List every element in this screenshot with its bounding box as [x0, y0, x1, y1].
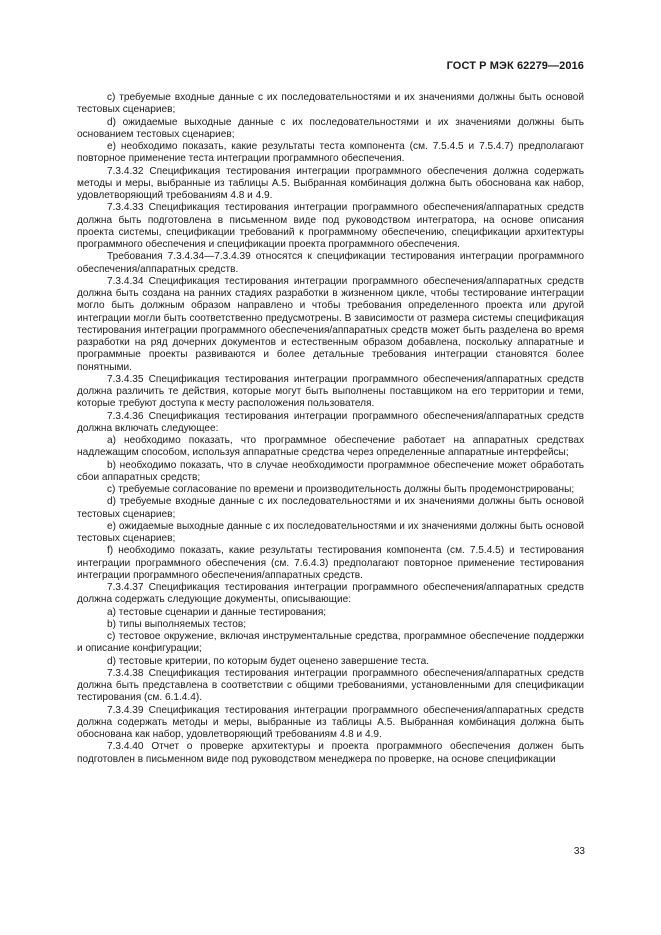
paragraph: b) типы выполняемых тестов; — [107, 618, 247, 630]
paragraph: d) требуемые входные данные с их последовательностями и их значениями должны быть основой тестовых сценариев; — [77, 496, 584, 520]
paragraph: c) тестовое окружение, включая инструментальные средства, программное обеспечение поддержки и описание конфигурации; — [77, 631, 584, 655]
paragraph: c) требуемые согласование по времени и производительность должны быть продемонстрированы; — [107, 484, 575, 495]
standard-header: ГОСТ Р МЭК 62279—2016 — [446, 60, 584, 72]
paragraph: d) тестовые критерии, по которым будет оценено завершение теста. — [107, 655, 430, 667]
document-body — [77, 92, 584, 766]
paragraph: b) необходимо показать, что в случае необходимости программное обеспечение может обработать сбои аппаратных средств; — [77, 459, 584, 483]
paragraph: 7.3.4.37 Спецификация тестирования интеграции программного обеспечения/аппаратных средств должна содержать следующие документы, описывающие: — [77, 582, 584, 606]
paragraph: 7.3.4.39 Спецификация тестирования интеграции программного обеспечения/аппаратных средств должна содержать методы и меры, выбранные из таблицы А.5. Выбранная комбинация должна быть обоснована как набор, удовлетворяющий требованиям 4.8 и 4.9. — [77, 704, 584, 740]
paragraph: 7.3.4.33 Спецификация тестирования интеграции программного обеспечения/аппаратных средств должна быть подготовлена в письменном виде под руководством интегратора, на основе описания проекта системы, спецификации требований к программному обеспечению, спецификации архитектуры программного обеспечения и спецификации проекта программного обеспечения. — [77, 202, 584, 250]
paragraph: f) необходимо показать, какие результаты тестирования компонента (см. 7.5.4.5) и тестирования интеграции программного обеспечения (см. 7.6.4.3) предполагают повторное применение тестирования интеграции программного обеспечения/аппаратных средств. — [77, 545, 584, 581]
paragraph: a) тестовые сценарии и данные тестирования; — [107, 606, 327, 618]
paragraph: d) ожидаемые выходные данные с их последовательностями и их значениями должны быть основанием тестовых сценариев; — [77, 116, 584, 140]
paragraph: 7.3.4.35 Спецификация тестирования интеграции программного обеспечения/аппаратных средств должна различить те действия, которые могут быть выполнены поставщиком на его территории и теми, которые требуют доступа к месту расположения пользователя. — [77, 373, 584, 410]
paragraph: e) необходимо показать, какие результаты теста компонента (см. 7.5.4.5 и 7.5.4.7) предполагают повторное применение теста интеграции программного обеспечения. — [77, 141, 584, 165]
paragraph: 7.3.4.38 Спецификация тестирования интеграции программного обеспечения/аппаратных средств должна быть представлена в соответствии с общими требованиями, установленными для спецификации тестирования (см. 6.1.4.4). — [77, 667, 584, 704]
paragraph: Требования 7.3.4.34—7.3.4.39 относятся к спецификации тестирования интеграции программного обеспечения/аппаратных средств. — [77, 251, 584, 275]
paragraph: e) ожидаемые выходные данные с их последовательностями и их значениями должны быть основой тестовых сценариев; — [77, 520, 584, 544]
paragraph: 7.3.4.32 Спецификация тестирования интеграции программного обеспечения должна содержать методы и меры, выбранные из таблицы А.5. Выбранная комбинация должна быть обоснована как набор, удовлетворяющий требованиям 4.8 и 4.9. — [77, 165, 584, 201]
paragraph: 7.3.4.34 Спецификация тестирования интеграции программного обеспечения/аппаратных средств должна быть создана на ранних стадиях разработки в жизненном цикле, чтобы тестирование интеграции могло быть должным образом направлено и чтобы требования определенного проекта или другой интеграции могли быть соответственно предусмотрены. В зависимости от размера системы спецификация тестирования интеграции программного обеспечения/аппаратных средств может быть разделена во время разработки на ряд дочерних документов и естественным образом добавлена, поскольку аппаратные и программные проекты развиваются и более детальные требования интеграции становятся более понятными. — [77, 275, 584, 373]
paragraph: c) требуемые входные данные с их последовательностями и их значениями должны быть основой тестовых сценариев; — [77, 92, 584, 116]
paragraph: 7.3.4.40 Отчет о проверке архитектуры и проекта программного обеспечения должен быть подготовлен в письменном виде под руководством менеджера по проверке, на основе спецификации — [77, 741, 584, 765]
paragraph: 7.3.4.36 Спецификация тестирования интеграции программного обеспечения/аппаратных средств должна включать следующее: — [77, 410, 584, 434]
page-number: 33 — [573, 846, 585, 857]
paragraph: a) необходимо показать, что программное обеспечение работает на аппаратных средствах надлежащим способом, используя аппаратные средства через определенные аппаратные интерфейсы; — [77, 435, 584, 459]
